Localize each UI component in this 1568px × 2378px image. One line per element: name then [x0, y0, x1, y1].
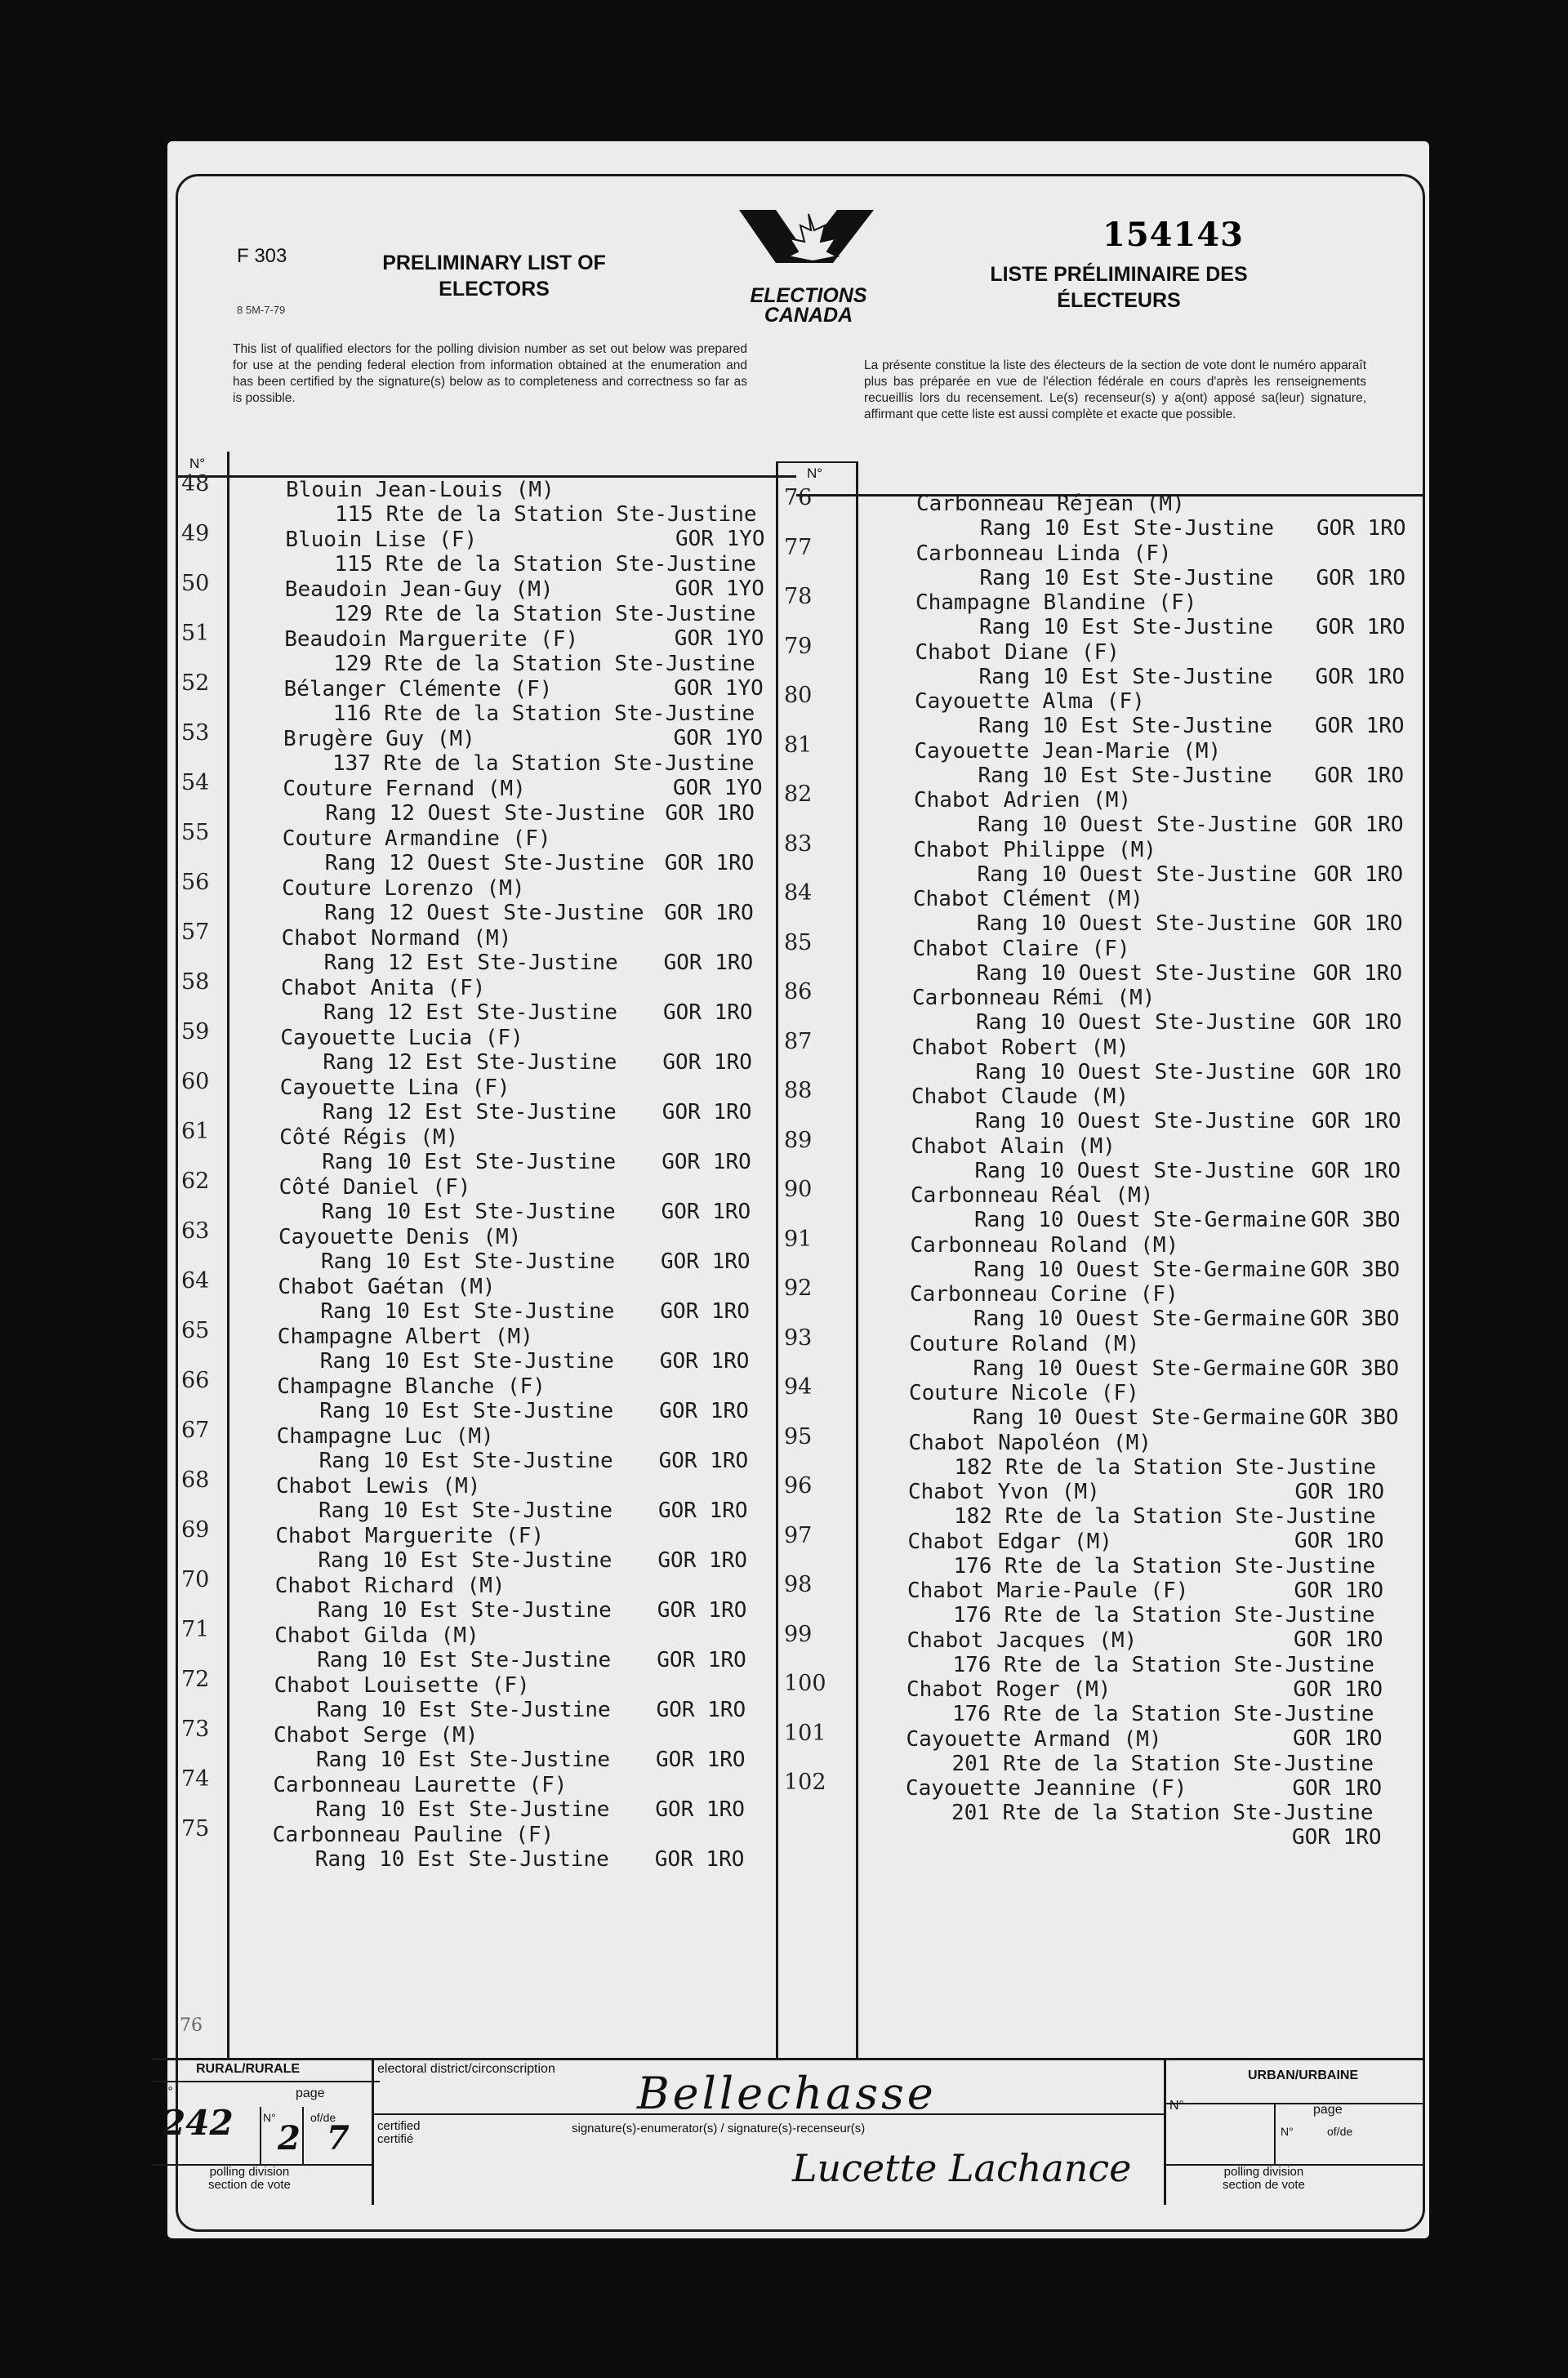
left-elector-name: Chabot Normand (M) — [281, 926, 512, 951]
left-entry-number: 58 — [181, 969, 210, 995]
page-number: 2 — [278, 2119, 301, 2158]
left-elector-postal-code: GOR 1RO — [657, 1548, 747, 1573]
left-entry-number: 55 — [181, 820, 210, 845]
rural-page-no-label: N° — [263, 2111, 276, 2124]
title-english-line-1: PRELIMINARY LIST OF — [382, 252, 606, 274]
left-elector-postal-code: GOR 1RO — [661, 1200, 751, 1224]
certified-label — [377, 2120, 421, 2146]
right-elector-name: Cayouette Armand (M) — [906, 1726, 1162, 1752]
right-elector-postal-code: GOR 1RO — [1314, 763, 1405, 788]
left-elector-postal-code: GOR 1YO — [673, 776, 763, 800]
footer-right-vertical — [1164, 2058, 1166, 2205]
left-elector-postal-code: GOR 1YO — [674, 626, 764, 651]
right-elector-postal-code: GOR 1RO — [1294, 1628, 1383, 1652]
right-elector-name: Chabot Claire (F) — [912, 936, 1130, 961]
right-elector-address: Rang 10 Ouest Ste-Justine — [976, 960, 1296, 986]
left-elector-address: Rang 12 Ouest Ste-Justine — [325, 801, 645, 826]
right-elector-name: Chabot Alain (M) — [911, 1133, 1116, 1159]
right-entry-number: 78 — [784, 584, 813, 609]
right-elector-name: Couture Roland (M) — [909, 1331, 1140, 1356]
left-elector-name: Beaudoin Jean-Guy (M) — [284, 577, 554, 602]
form-id: F 303 — [237, 245, 287, 267]
right-elector-address: Rang 10 Est Ste-Justine — [979, 615, 1274, 639]
right-elector-name: Cayouette Jean-Marie (M) — [914, 738, 1222, 764]
left-elector-postal-code: GOR 1RO — [663, 951, 754, 975]
left-elector-postal-code: GOR 1RO — [657, 1648, 746, 1672]
page-total: 7 — [327, 2119, 350, 2158]
left-elector-address: Rang 12 Est Ste-Justine — [322, 1100, 617, 1124]
left-elector-address: Rang 10 Est Ste-Justine — [321, 1249, 616, 1274]
left-elector-address: Rang 10 Est Ste-Justine — [320, 1299, 615, 1324]
urban-polling-division-en: polling division — [1223, 2165, 1304, 2179]
left-entry-number: 49 — [181, 521, 210, 546]
right-entry-number: 86 — [784, 979, 813, 1004]
left-elector-name: Chabot Anita (F) — [281, 976, 486, 1000]
right-elector-postal-code: GOR 1RO — [1312, 960, 1403, 986]
right-elector-name: Carbonneau Rémi (M) — [912, 986, 1156, 1010]
right-elector-address: Rang 10 Ouest Ste-Justine — [975, 1059, 1295, 1084]
right-entry-number: 87 — [784, 1028, 813, 1054]
right-elector-address: Rang 10 Ouest Ste-Justine — [977, 911, 1297, 936]
left-elector-name: Carbonneau Pauline (F) — [272, 1823, 555, 1847]
urban-page-no-label: N° — [1281, 2125, 1294, 2138]
certified-label-fr: certifié — [377, 2132, 414, 2146]
left-entry-number: 48 — [181, 471, 210, 497]
left-elector-postal-code: GOR 1RO — [660, 1299, 750, 1324]
title-english-line-2: ELECTORS — [439, 278, 550, 301]
right-entry-number: 97 — [784, 1522, 813, 1548]
right-entry-number: 95 — [784, 1423, 813, 1450]
urban-polling-division-label — [1223, 2166, 1305, 2192]
left-elector-postal-code: GOR 1RO — [656, 1698, 746, 1722]
left-trailing-number: 76 — [180, 2015, 203, 2036]
right-entry-number: 80 — [784, 683, 813, 708]
right-elector-postal-code: GOR 1RO — [1293, 1677, 1383, 1702]
left-elector-postal-code: GOR 1YO — [675, 577, 764, 601]
left-elector-name: Cayouette Lucia (F) — [280, 1026, 523, 1050]
rural-polling-division-fr: section de vote — [208, 2178, 291, 2192]
right-elector-postal-code: GOR 1RO — [1292, 1775, 1383, 1801]
rural-polling-division-en: polling division — [209, 2165, 290, 2179]
left-elector-name: Couture Lorenzo (M) — [282, 876, 525, 901]
left-elector-name: Cayouette Lina (F) — [279, 1075, 510, 1100]
right-elector-name: Carbonneau Réjean (M) — [916, 492, 1185, 516]
logo-text-line-2: CANADA — [764, 304, 853, 327]
left-elector-postal-code: GOR 1RO — [655, 1797, 745, 1822]
left-entry-number: 57 — [181, 920, 210, 945]
right-entry-number: 92 — [784, 1276, 813, 1301]
left-entry-number: 54 — [181, 770, 210, 795]
right-elector-address: Rang 10 Ouest Ste-Justine — [977, 862, 1297, 887]
right-entry-number: 89 — [784, 1127, 813, 1153]
left-elector-address: Rang 12 Ouest Ste-Justine — [324, 901, 644, 925]
left-entry-number: 74 — [181, 1766, 210, 1792]
left-elector-address: Rang 10 Est Ste-Justine — [318, 1548, 612, 1573]
left-elector-address: Rang 10 Est Ste-Justine — [318, 1449, 613, 1473]
right-no-column-left-rule — [776, 461, 778, 2060]
right-elector-postal-code: GOR 3BO — [1309, 1405, 1399, 1430]
left-no-column-rule — [227, 452, 229, 2060]
left-elector-address: Rang 10 Est Ste-Justine — [317, 1648, 612, 1672]
right-entry-number: 81 — [784, 732, 813, 758]
right-entry-number: 84 — [784, 880, 813, 906]
right-elector-address: Rang 10 Est Ste-Justine — [978, 714, 1273, 738]
right-entry-number: 102 — [784, 1770, 826, 1795]
right-elector-address: Rang 10 Ouest Ste-Germaine — [973, 1257, 1307, 1282]
enumerator-signature: Lucette Lachance — [792, 2146, 1132, 2190]
right-elector-address: 201 Rte de la Station Ste-Justine — [951, 1801, 1374, 1825]
left-elector-address: Rang 10 Est Ste-Justine — [317, 1598, 612, 1623]
right-elector-name: Carbonneau Linda (F) — [915, 541, 1172, 566]
left-elector-name: Chabot Gaétan (M) — [278, 1275, 496, 1299]
right-elector-address: Rang 10 Est Ste-Justine — [978, 763, 1272, 788]
left-entry-number: 70 — [181, 1567, 210, 1592]
right-elector-name: Chabot Roger (M) — [906, 1677, 1111, 1702]
left-elector-name: Chabot Gilda (M) — [274, 1623, 479, 1648]
right-entry-number: 85 — [784, 929, 813, 955]
rural-page-label: page — [296, 2086, 325, 2100]
urban-polling-division-fr: section de vote — [1223, 2178, 1305, 2192]
left-elector-postal-code: GOR 1RO — [663, 1000, 753, 1025]
right-elector-address: Rang 10 Ouest Ste-Germaine — [973, 1307, 1306, 1331]
right-elector-address: Rang 10 Ouest Ste-Germaine — [974, 1208, 1307, 1232]
left-elector-address: 137 Rte de la Station Ste-Justine — [332, 751, 755, 776]
left-entry-number: 73 — [181, 1717, 210, 1742]
left-elector-postal-code: GOR 1YO — [674, 676, 764, 701]
right-elector-address: Rang 10 Ouest Ste-Justine — [974, 1158, 1294, 1183]
left-elector-postal-code: GOR 1RO — [659, 1399, 749, 1423]
left-entry-number: 53 — [181, 720, 210, 746]
left-elector-name: Cayouette Denis (M) — [278, 1225, 522, 1249]
left-elector-postal-code: GOR 1RO — [664, 901, 754, 925]
left-elector-name: Bélanger Clémente (F) — [283, 677, 553, 701]
left-elector-name: Côté Régis (M) — [279, 1125, 459, 1150]
right-elector-name: Chabot Diane (F) — [915, 639, 1120, 665]
title-english — [339, 250, 649, 302]
right-elector-address: Rang 10 Ouest Ste-Justine — [978, 813, 1298, 837]
right-no-header-top-rule — [776, 461, 858, 463]
serial-number: 154143 — [1102, 216, 1244, 254]
right-elector-postal-code: GOR 3BO — [1310, 1257, 1401, 1282]
title-french — [956, 261, 1282, 314]
certified-label-en: certified — [377, 2119, 421, 2133]
right-elector-address: 201 Rte de la Station Ste-Justine — [951, 1751, 1374, 1776]
left-elector-postal-code: GOR 1RO — [656, 1748, 746, 1772]
right-elector-name: Chabot Adrien (M) — [914, 788, 1132, 813]
right-elector-address: 176 Rte de la Station Ste-Justine — [952, 1652, 1375, 1677]
right-elector-postal-code: GOR 1RO — [1294, 1479, 1385, 1504]
intro-french: La présente constitue la liste des électeurs de la section de vote dont le numéro apparaît plus bas préparée en vue de l'élection fédérale en cours d'après les renseignements recueillis lors du recensement. Le(s) recenseur(s) y a(ont) apposé sa(leur) signature, affirmant que cette liste est aussi complète et exacte que possible. — [864, 358, 1366, 421]
right-elector-name: Chabot Edgar (M) — [907, 1529, 1112, 1554]
right-elector-postal-code: GOR 1RO — [1292, 1825, 1382, 1850]
right-elector-name: Chabot Jacques (M) — [906, 1628, 1138, 1653]
left-elector-postal-code: GOR 1RO — [659, 1349, 750, 1374]
left-elector-postal-code: GOR 1RO — [658, 1449, 749, 1473]
left-elector-name: Couture Armandine (F) — [282, 826, 551, 851]
right-elector-name: Carbonneau Roland (M) — [910, 1232, 1179, 1258]
right-elector-postal-code: GOR 1RO — [1314, 813, 1404, 837]
left-elector-postal-code: GOR 1RO — [662, 1150, 751, 1174]
right-elector-postal-code: GOR 3BO — [1310, 1307, 1400, 1331]
right-elector-postal-code: GOR 1RO — [1316, 615, 1405, 639]
district-label: electoral district/circonscription — [377, 2062, 555, 2076]
right-entry-number: 88 — [784, 1078, 813, 1103]
left-elector-address: 116 Rte de la Station Ste-Justine — [332, 701, 755, 726]
logo-text — [727, 286, 890, 325]
right-entry-number: 96 — [784, 1473, 813, 1498]
left-elector-postal-code: GOR 1RO — [657, 1598, 747, 1623]
right-elector-name: Chabot Claude (M) — [911, 1084, 1129, 1109]
right-elector-postal-code: GOR 1RO — [1294, 1578, 1384, 1603]
footer-right-rule — [1164, 2103, 1425, 2104]
left-elector-address: Rang 10 Est Ste-Justine — [314, 1847, 609, 1872]
left-elector-address: Rang 12 Est Ste-Justine — [323, 1050, 617, 1075]
rural-no-label: N° — [158, 2085, 173, 2099]
left-elector-address: 129 Rte de la Station Ste-Justine — [333, 652, 755, 676]
right-elector-name: Chabot Marie-Paule (F) — [907, 1579, 1189, 1603]
left-elector-name: Brugère Guy (M) — [283, 727, 475, 751]
left-entry-number: 67 — [181, 1418, 210, 1443]
left-entry-number: 52 — [181, 670, 210, 696]
left-elector-address: Rang 10 Est Ste-Justine — [319, 1399, 614, 1423]
left-elector-postal-code: GOR 1RO — [662, 1050, 752, 1075]
right-elector-name: Chabot Napoléon (M) — [908, 1430, 1152, 1455]
footer-left-inner-vertical — [302, 2107, 304, 2164]
signature-label: signature(s)-enumerator(s) / signature(s)-recenseur(s) — [572, 2122, 866, 2135]
right-elector-postal-code: GOR 1RO — [1316, 516, 1406, 541]
left-entry-number: 64 — [181, 1268, 210, 1294]
right-elector-address: Rang 10 Ouest Ste-Germaine — [973, 1405, 1305, 1430]
left-elector-name: Chabot Louisette (F) — [274, 1673, 530, 1698]
left-elector-address: Rang 12 Est Ste-Justine — [323, 951, 618, 975]
right-elector-address: 176 Rte de la Station Ste-Justine — [953, 1553, 1376, 1579]
left-entry-number: 51 — [181, 621, 210, 646]
footer-left-vertical — [372, 2058, 374, 2205]
right-elector-postal-code: GOR 1RO — [1313, 862, 1404, 887]
title-french-line-1: LISTE PRÉLIMINAIRE DES — [990, 263, 1248, 286]
right-elector-postal-code: GOR 1RO — [1294, 1529, 1384, 1553]
left-elector-address: Rang 10 Est Ste-Justine — [315, 1797, 610, 1822]
right-elector-name: Cayouette Jeannine (F) — [906, 1776, 1187, 1801]
left-entry-number: 75 — [181, 1816, 210, 1841]
left-entry-number: 60 — [181, 1069, 210, 1094]
right-elector-address: 182 Rte de la Station Ste-Justine — [954, 1454, 1377, 1480]
right-elector-postal-code: GOR 3BO — [1309, 1356, 1400, 1381]
right-elector-name: Chabot Clément (M) — [913, 887, 1143, 911]
right-elector-name: Champagne Blandine (F) — [915, 590, 1197, 615]
left-entry-number: 56 — [181, 870, 210, 895]
right-elector-postal-code: GOR 1RO — [1313, 911, 1403, 936]
left-elector-address: Rang 10 Est Ste-Justine — [322, 1150, 617, 1174]
right-elector-address: Rang 10 Ouest Ste-Justine — [975, 1109, 1295, 1133]
right-elector-name: Couture Nicole (F) — [909, 1381, 1139, 1405]
left-elector-name: Carbonneau Laurette (F) — [273, 1773, 568, 1797]
left-elector-name: Chabot Marguerite (F) — [275, 1524, 545, 1548]
left-entry-number: 50 — [181, 571, 210, 596]
right-entry-number: 100 — [784, 1671, 826, 1696]
intro-english: This list of qualified electors for the polling division number as set out below was prepared for use at the pending federal election from information obtained at the enumeration and has been certified by the signature(s) below as to completeness and correctness so far as is possible. — [233, 342, 747, 405]
urban-page-label: page — [1313, 2103, 1343, 2117]
right-elector-name: Carbonneau Corine (F) — [910, 1282, 1178, 1307]
left-elector-postal-code: GOR 1YO — [675, 527, 765, 551]
left-entry-number: 69 — [181, 1517, 210, 1543]
left-elector-name: Bluoin Lise (F) — [285, 528, 478, 552]
right-elector-postal-code: GOR 1RO — [1315, 664, 1405, 689]
left-elector-postal-code: GOR 1RO — [654, 1847, 745, 1872]
right-elector-postal-code: GOR 3BO — [1311, 1208, 1401, 1232]
left-elector-postal-code: GOR 1RO — [661, 1249, 751, 1274]
right-elector-postal-code: GOR 1RO — [1312, 1010, 1402, 1035]
left-entry-number: 61 — [181, 1119, 210, 1144]
left-elector-name: Blouin Jean-Louis (M) — [286, 478, 555, 502]
right-elector-address: 176 Rte de la Station Ste-Justine — [953, 1603, 1375, 1628]
right-elector-address: Rang 10 Est Ste-Justine — [978, 664, 1273, 689]
table-bottom-rule — [151, 2058, 1425, 2060]
left-elector-name: Couture Fernand (M) — [283, 777, 526, 801]
left-elector-name: Beaudoin Marguerite (F) — [284, 627, 579, 652]
right-entry-number: 76 — [784, 485, 813, 510]
right-no-column-right-rule — [856, 461, 858, 2060]
footer-left-lower-vertical — [260, 2107, 261, 2164]
right-elector-address: Rang 10 Ouest Ste-Justine — [976, 1010, 1296, 1035]
rural-of-label: of/de — [310, 2111, 336, 2124]
right-elector-name: Carbonneau Réal (M) — [911, 1183, 1154, 1208]
rural-label: RURAL/RURALE — [196, 2062, 301, 2076]
right-elector-postal-code: GOR 1RO — [1315, 714, 1405, 738]
right-entry-number: 91 — [784, 1226, 813, 1252]
left-entry-number: 65 — [181, 1318, 210, 1343]
right-entry-number: 98 — [784, 1572, 813, 1597]
left-elector-name: Champagne Blanche (F) — [277, 1374, 546, 1399]
left-elector-address: Rang 10 Est Ste-Justine — [318, 1498, 613, 1523]
left-elector-name: Chabot Richard (M) — [274, 1574, 506, 1598]
left-elector-name: Chabot Lewis (M) — [276, 1474, 481, 1498]
right-elector-postal-code: GOR 1RO — [1293, 1726, 1383, 1751]
right-elector-name: Chabot Robert (M) — [911, 1035, 1129, 1060]
logo-text-line-1: ELECTIONS — [750, 284, 867, 307]
right-elector-name: Cayouette Alma (F) — [915, 689, 1145, 714]
right-entry-number: 94 — [784, 1374, 813, 1400]
left-entry-number: 66 — [181, 1368, 210, 1393]
district-name: Bellechasse — [637, 2068, 937, 2119]
right-elector-name: Chabot Yvon (M) — [908, 1480, 1100, 1504]
footer-right-inner-vertical — [1274, 2103, 1276, 2164]
right-elector-postal-code: GOR 1RO — [1316, 565, 1406, 590]
right-elector-postal-code: GOR 1RO — [1312, 1109, 1401, 1133]
left-elector-address: Rang 10 Est Ste-Justine — [316, 1748, 611, 1772]
left-no-header: N° — [189, 456, 206, 471]
right-elector-address: 182 Rte de la Station Ste-Justine — [954, 1504, 1376, 1529]
form-code: 8 5M-7-79 — [237, 304, 286, 316]
left-elector-postal-code: GOR 1YO — [673, 726, 764, 750]
left-entry-number: 68 — [181, 1467, 210, 1493]
left-elector-postal-code: GOR 1RO — [664, 851, 755, 875]
urban-no-label: N° — [1169, 2099, 1184, 2113]
polling-division-number: 242 — [162, 2103, 234, 2143]
left-elector-name: Chabot Serge (M) — [274, 1723, 479, 1748]
right-entry-number: 82 — [784, 782, 813, 807]
left-elector-address: 115 Rte de la Station Ste-Justine — [335, 502, 757, 527]
left-entry-number: 63 — [181, 1218, 210, 1244]
title-french-line-2: ÉLECTEURS — [1057, 289, 1181, 312]
right-no-header: N° — [807, 465, 823, 481]
right-elector-postal-code: GOR 1RO — [1312, 1059, 1402, 1084]
left-elector-address: Rang 10 Est Ste-Justine — [319, 1349, 614, 1374]
footer-left-rule-1 — [151, 2081, 380, 2082]
left-elector-address: Rang 12 Ouest Ste-Justine — [324, 851, 645, 875]
right-entry-number: 79 — [784, 633, 813, 659]
left-entry-number: 72 — [181, 1667, 210, 1692]
left-elector-postal-code: GOR 1RO — [658, 1498, 748, 1523]
left-elector-address: Rang 12 Est Ste-Justine — [323, 1000, 618, 1025]
left-entry-number: 59 — [181, 1019, 210, 1044]
right-elector-address: Rang 10 Est Ste-Justine — [979, 565, 1274, 590]
left-elector-address: Rang 10 Est Ste-Justine — [316, 1698, 611, 1722]
left-elector-address: 115 Rte de la Station Ste-Justine — [334, 552, 756, 577]
left-elector-address: Rang 10 Est Ste-Justine — [321, 1200, 616, 1224]
urban-of-label: of/de — [1327, 2125, 1353, 2138]
left-entry-number: 62 — [181, 1169, 210, 1194]
left-elector-name: Côté Daniel (F) — [278, 1175, 471, 1200]
right-entry-number: 93 — [784, 1325, 813, 1351]
right-entry-number: 90 — [784, 1177, 813, 1202]
right-elector-address: 176 Rte de la Station Ste-Justine — [952, 1702, 1374, 1726]
rural-polling-division-label — [208, 2166, 291, 2192]
right-elector-name: Chabot Philippe (M) — [913, 837, 1156, 862]
left-elector-address: 129 Rte de la Station Ste-Justine — [333, 602, 756, 626]
left-entry-number: 71 — [181, 1617, 210, 1642]
left-elector-postal-code: GOR 1RO — [662, 1100, 752, 1124]
right-elector-address: Rang 10 Est Ste-Justine — [980, 516, 1275, 541]
right-elector-address: Rang 10 Ouest Ste-Germaine — [973, 1356, 1306, 1381]
right-entry-number: 83 — [784, 831, 813, 857]
left-elector-postal-code: GOR 1RO — [665, 801, 755, 826]
left-elector-name: Champagne Luc (M) — [276, 1424, 494, 1449]
right-entry-number: 99 — [784, 1621, 813, 1647]
right-entry-number: 77 — [784, 534, 813, 560]
left-elector-name: Champagne Albert (M) — [277, 1325, 533, 1349]
right-elector-postal-code: GOR 1RO — [1311, 1158, 1401, 1183]
right-entry-number: 101 — [784, 1720, 826, 1746]
urban-label: URBAN/URBAINE — [1248, 2069, 1359, 2082]
